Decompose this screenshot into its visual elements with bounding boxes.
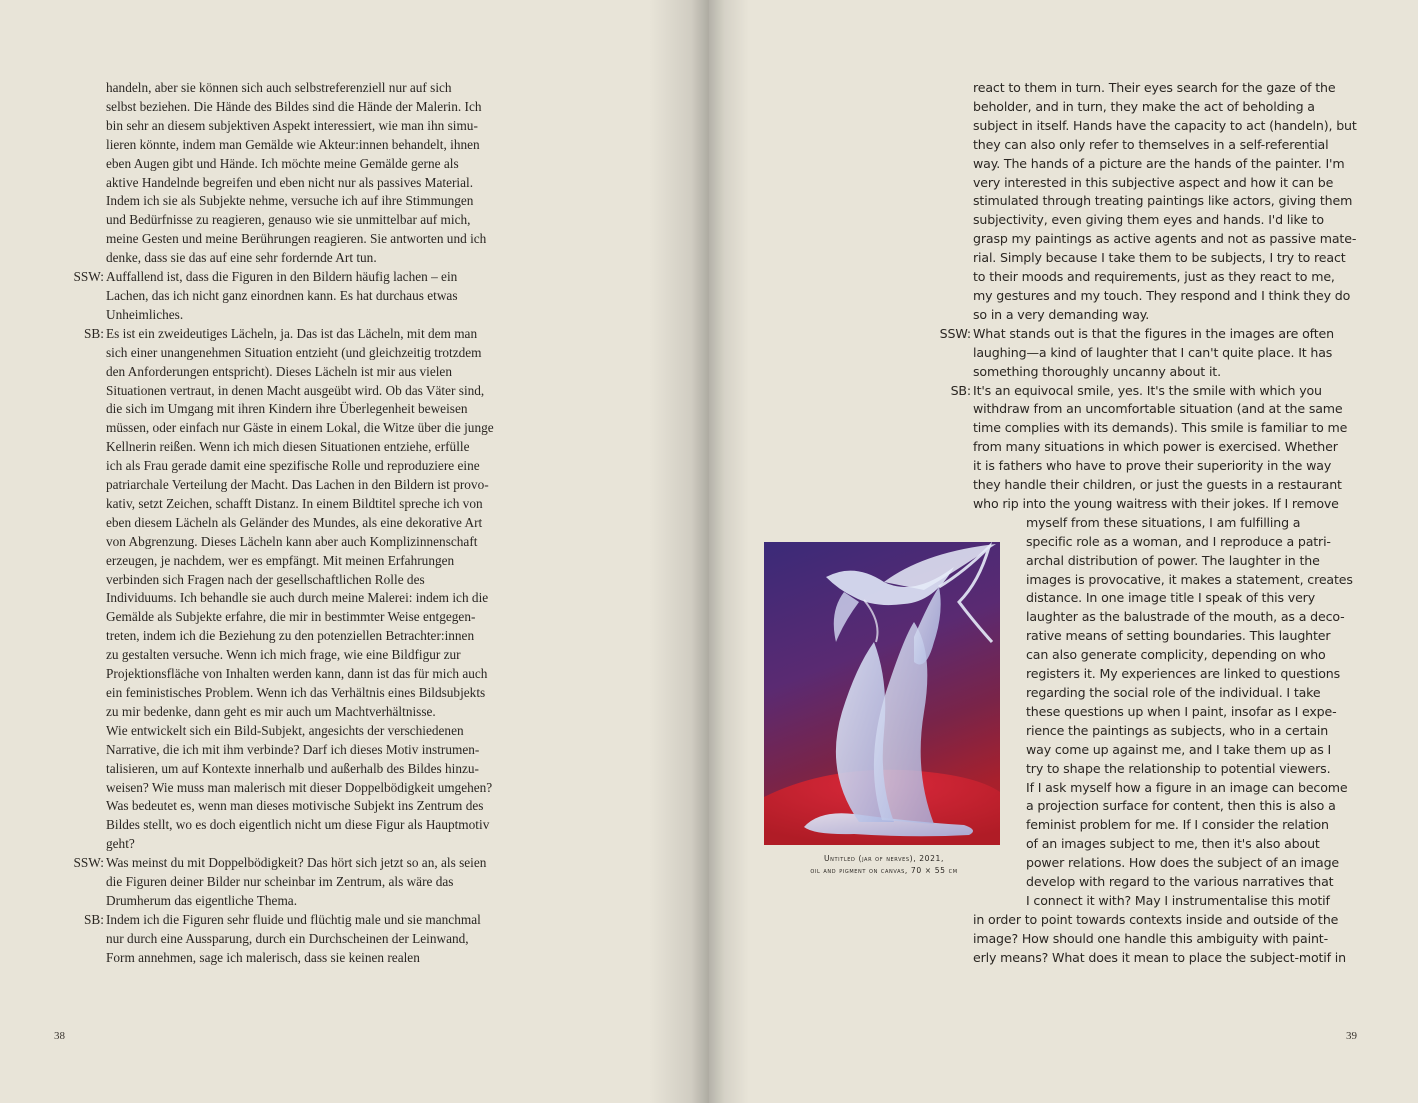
text-line: Gemälde als Subjekte erfahre, die mir in bestimmter Weise entgegen- — [106, 609, 476, 625]
text-line: Individuums. Ich behandle sie auch durch meine Malerei: indem ich die — [106, 590, 489, 606]
speaker-label: SSW: — [939, 325, 971, 341]
dialogue-entry — [58, 911, 498, 968]
text-line: die sich im Umgang mit ihren Kindern ihre Überlegenheit beweisen — [106, 401, 468, 417]
artwork-image — [764, 542, 1000, 845]
text-line: rial. Simply because I take them to be subjects, I try to react — [973, 250, 1346, 266]
caption-line: oil and pigment on canvas, 70 × 55 cm — [810, 866, 958, 875]
left-page-text — [58, 79, 498, 968]
text-line: Wie entwickelt sich ein Bild-Subjekt, angesichts der verschiedenen — [106, 722, 464, 738]
text-line: ich als Frau gerade damit eine spezifische Rolle und reproduziere eine — [106, 458, 480, 474]
paragraph-text — [973, 79, 1368, 325]
text-line: Form annehmen, sage ich malerisch, dass sie keinen realen — [106, 949, 420, 965]
text-line: image? How should one handle this ambiguity with paint- — [973, 930, 1328, 946]
text-line: a projection surface for content, then this is also a — [1026, 798, 1336, 814]
dialogue-entry — [938, 325, 1368, 382]
text-line: zu mir bedenke, dann geht es mir auch um Machtverhältnisse. — [106, 703, 436, 719]
text-line: they can also only refer to themselves in a self-referential — [973, 136, 1329, 152]
text-line: treten, indem ich die Beziehung zu den potenziellen Betrachter:innen — [106, 628, 475, 644]
text-line: weisen? Wie muss man malerisch mit dieser Doppelbödigkeit umgehen? — [106, 779, 493, 795]
text-line: erzeugen, je nachdem, wer es empfängt. Mit meinen Erfahrungen — [106, 552, 455, 568]
text-line: aktive Handelnde begreifen und eben nicht nur als passives Material. — [106, 174, 474, 190]
text-line: Indem ich sie als Subjekte nehme, versuche ich auf ihre Stimmungen — [106, 193, 474, 209]
text-line: it is fathers who have to prove their superiority in the way — [973, 458, 1332, 474]
paragraph-text — [106, 268, 498, 325]
text-line: selbst beziehen. Die Hände des Bildes sind die Hände der Malerin. Ich — [106, 98, 482, 114]
text-line: in order to point towards contexts inside and outside of the — [973, 911, 1339, 927]
text-line: feminist problem for me. If I consider the relation — [1026, 817, 1329, 833]
right-page-text — [938, 79, 1368, 968]
intro-paragraph — [938, 79, 1368, 325]
text-line: müssen, oder einfach nur Gäste in einem Lokal, die Witze über die junge — [106, 420, 494, 436]
text-line: patriarchale Verteilung der Macht. Das Lachen in den Bildern ist provo- — [106, 477, 489, 493]
text-line: rience the paintings as subjects, who in a certain — [1026, 722, 1329, 738]
text-line: to their moods and requirements, just as they react to me, — [973, 269, 1335, 285]
text-line: talisieren, um auf Kontexte innerhalb und außerhalb des Bildes hinzu- — [106, 760, 479, 776]
text-line: verbinden sich Fragen nach der gesellschaftlichen Rolle des — [106, 571, 425, 587]
text-line: way. The hands of a picture are the hands of the painter. I'm — [973, 155, 1345, 171]
text-line: registers it. My experiences are linked to questions — [1026, 666, 1341, 682]
text-line: withdraw from an uncomfortable situation (and at the same — [973, 401, 1343, 417]
text-line: What stands out is that the figures in the images are often — [973, 325, 1334, 341]
speaker-label: SSW: — [73, 269, 104, 285]
speaker-label: SB: — [84, 325, 104, 341]
text-line: It's an equivocal smile, yes. It's the smile with which you — [973, 382, 1322, 398]
text-line: time complies with its demands). This smile is familiar to me — [973, 420, 1348, 436]
text-line: sich einer unangenehmen Situation entzieht (und gleichzeitig trotzdem — [106, 344, 482, 360]
text-line: subjectivity, even giving them eyes and hands. I'd like to — [973, 212, 1324, 228]
text-line: Lachen, das ich nicht ganz einordnen kann. Es hat durchaus etwas — [106, 287, 458, 303]
text-line: zu gestalten versuche. Wenn ich mich frage, wie eine Bildfigur zur — [106, 647, 461, 663]
text-line: If I ask myself how a figure in an image can become — [1026, 779, 1348, 795]
speaker-label: SB: — [84, 911, 104, 927]
text-line: from many situations in which power is exercised. Whether — [973, 439, 1338, 455]
text-line: Unheimliches. — [106, 306, 184, 322]
text-line: laughing—a kind of laughter that I can't quite place. It has — [973, 344, 1333, 360]
text-line: specific role as a woman, and I reproduce a patri- — [1026, 533, 1331, 549]
text-line: Narrative, die ich mit ihm verbinde? Darf ich dieses Motiv instrumen- — [106, 741, 480, 757]
text-line: way come up against me, and I take them up as I — [1026, 741, 1332, 757]
text-line: bin sehr an diesem subjektiven Aspekt interessiert, wie man ihn simu- — [106, 117, 478, 133]
text-line: geht? — [106, 836, 135, 852]
text-line: try to shape the relationship to potential viewers. — [1026, 760, 1331, 776]
text-line: Kellnerin reißen. Wenn ich mich diesen Situationen entziehe, erfülle — [106, 439, 470, 455]
speaker-label: SSW: — [73, 855, 104, 871]
text-line: von Abgrenzung. Dieses Lächeln kann aber auch Komplizinnenschaft — [106, 533, 478, 549]
text-line: den Anforderungen entspricht). Dieses Lächeln ist mir aus vielen — [106, 363, 452, 379]
text-line: Projektionsfläche von Inhalten werden kann, dann ist das für mich auch — [106, 666, 488, 682]
paragraph-text — [106, 854, 498, 911]
text-line: handeln, aber sie können sich auch selbstreferenziell nur auf sich — [106, 80, 452, 95]
text-line: subject in itself. Hands have the capacity to act (handeln), but — [973, 117, 1357, 133]
text-line: Drumherum das eigentliche Thema. — [106, 892, 298, 908]
text-line: Es ist ein zweideutiges Lächeln, ja. Das ist das Lächeln, mit dem man — [106, 325, 478, 341]
speaker-label: SB: — [950, 382, 971, 398]
text-line: die Figuren deiner Bilder nur scheinbar im Zentrum, als wäre das — [106, 874, 454, 890]
intro-paragraph — [58, 79, 498, 268]
text-line: denke, dass sie das auf eine sehr fordernde Art tun. — [106, 250, 377, 266]
gutter-shadow — [649, 0, 709, 1103]
paragraph-text — [106, 79, 498, 268]
text-line: something thoroughly uncanny about it. — [973, 363, 1221, 379]
text-line: lieren könnte, indem man Gemälde wie Akteur:innen behandelt, ihnen — [106, 136, 480, 152]
text-line: they handle their children, or just the guests in a restaurant — [973, 477, 1342, 493]
text-line: can also generate complicity, depending on who — [1026, 647, 1326, 663]
text-line: very interested in this subjective aspect and how it can be — [973, 174, 1334, 190]
text-line: laughter as the balustrade of the mouth, as a deco- — [1026, 609, 1345, 625]
text-line: beholder, and in turn, they make the act of beholding a — [973, 98, 1315, 114]
paragraph-text — [973, 911, 1368, 968]
text-line: my gestures and my touch. They respond and I think they do — [973, 287, 1351, 303]
dialogue-entry — [58, 268, 498, 325]
text-line: these questions up when I paint, insofar as I expe- — [1026, 703, 1337, 719]
dialogue-entry — [938, 382, 1368, 968]
page-number-right: 39 — [1346, 1030, 1357, 1042]
paragraph-text — [106, 911, 498, 968]
figure-caption — [770, 853, 998, 877]
dialogue-entry — [58, 325, 498, 854]
text-line: myself from these situations, I am fulfilling a — [1026, 514, 1301, 530]
text-line: images is provocative, it makes a statement, creates — [1026, 571, 1353, 587]
text-line: Was bedeutet es, wenn man dieses motivische Subjekt ins Zentrum des — [106, 798, 484, 814]
text-line: distance. In one image title I speak of this very — [1026, 590, 1316, 606]
text-line: regarding the social role of the individual. I take — [1026, 685, 1321, 700]
text-line: und Bedürfnisse zu reagieren, genauso wie sie unmittelbar auf mich, — [106, 212, 471, 228]
text-line: nur durch eine Aussparung, durch ein Durchscheinen der Leinwand, — [106, 930, 469, 946]
paragraph-text — [973, 325, 1368, 382]
text-line: power relations. How does the subject of an image — [1026, 855, 1340, 871]
text-line: Auffallend ist, dass die Figuren in den Bildern häufig lachen – ein — [106, 269, 458, 285]
text-line: Bildes stellt, wo es doch eigentlich nicht um diese Figur als Hauptmotiv — [106, 817, 490, 833]
text-line: kativ, setzt Zeichen, schafft Distanz. In einem Bildtitel spreche ich von — [106, 495, 483, 511]
text-line: eben diesem Lächeln als Geländer des Mundes, als eine dekorative Art — [106, 514, 483, 530]
paragraph-text-wrapped — [973, 514, 1368, 911]
text-line: meine Gesten und meine Berührungen reagieren. Sie antworten und ich — [106, 231, 487, 247]
text-line: who rip into the young waitress with their jokes. If I remove — [973, 495, 1339, 511]
text-line: Was meinst du mit Doppelbödigkeit? Das hört sich jetzt so an, als seien — [106, 855, 487, 871]
text-line: rative means of setting boundaries. This laughter — [1026, 628, 1331, 644]
text-line: I connect it with? May I instrumentalise this motif — [1026, 892, 1330, 908]
text-line: stimulated through treating paintings like actors, giving them — [973, 193, 1353, 209]
caption-line: Untitled (jar of nerves), 2021, — [824, 854, 944, 863]
text-line: ein feministisches Problem. Wenn ich das Verhältnis eines Bildsubjekts — [106, 685, 486, 700]
text-line: archal distribution of power. The laughter in the — [1026, 552, 1320, 568]
text-line: so in a very demanding way. — [973, 306, 1150, 322]
text-line: react to them in turn. Their eyes search for the gaze of the — [973, 80, 1336, 95]
paragraph-text — [973, 382, 1368, 514]
text-line: of an images subject to me, then it's also about — [1026, 836, 1320, 852]
dialogue-entry — [58, 854, 498, 911]
text-line: Indem ich die Figuren sehr fluide und flüchtig male und sie manchmal — [106, 911, 481, 927]
gutter-shadow — [709, 0, 749, 1103]
paragraph-text — [106, 325, 498, 854]
text-line: erly means? What does it mean to place the subject-motif in — [973, 949, 1346, 965]
text-line: Situationen vertraut, in denen Macht ausgeübt wird. Ob das Väter sind, — [106, 382, 485, 398]
text-line: eben Augen gibt und Hände. Ich möchte meine Gemälde gerne als — [106, 155, 459, 171]
text-line: grasp my paintings as active agents and not as passive mate- — [973, 231, 1357, 247]
text-line: develop with regard to the various narratives that — [1026, 874, 1334, 890]
page-number-left: 38 — [54, 1030, 65, 1042]
